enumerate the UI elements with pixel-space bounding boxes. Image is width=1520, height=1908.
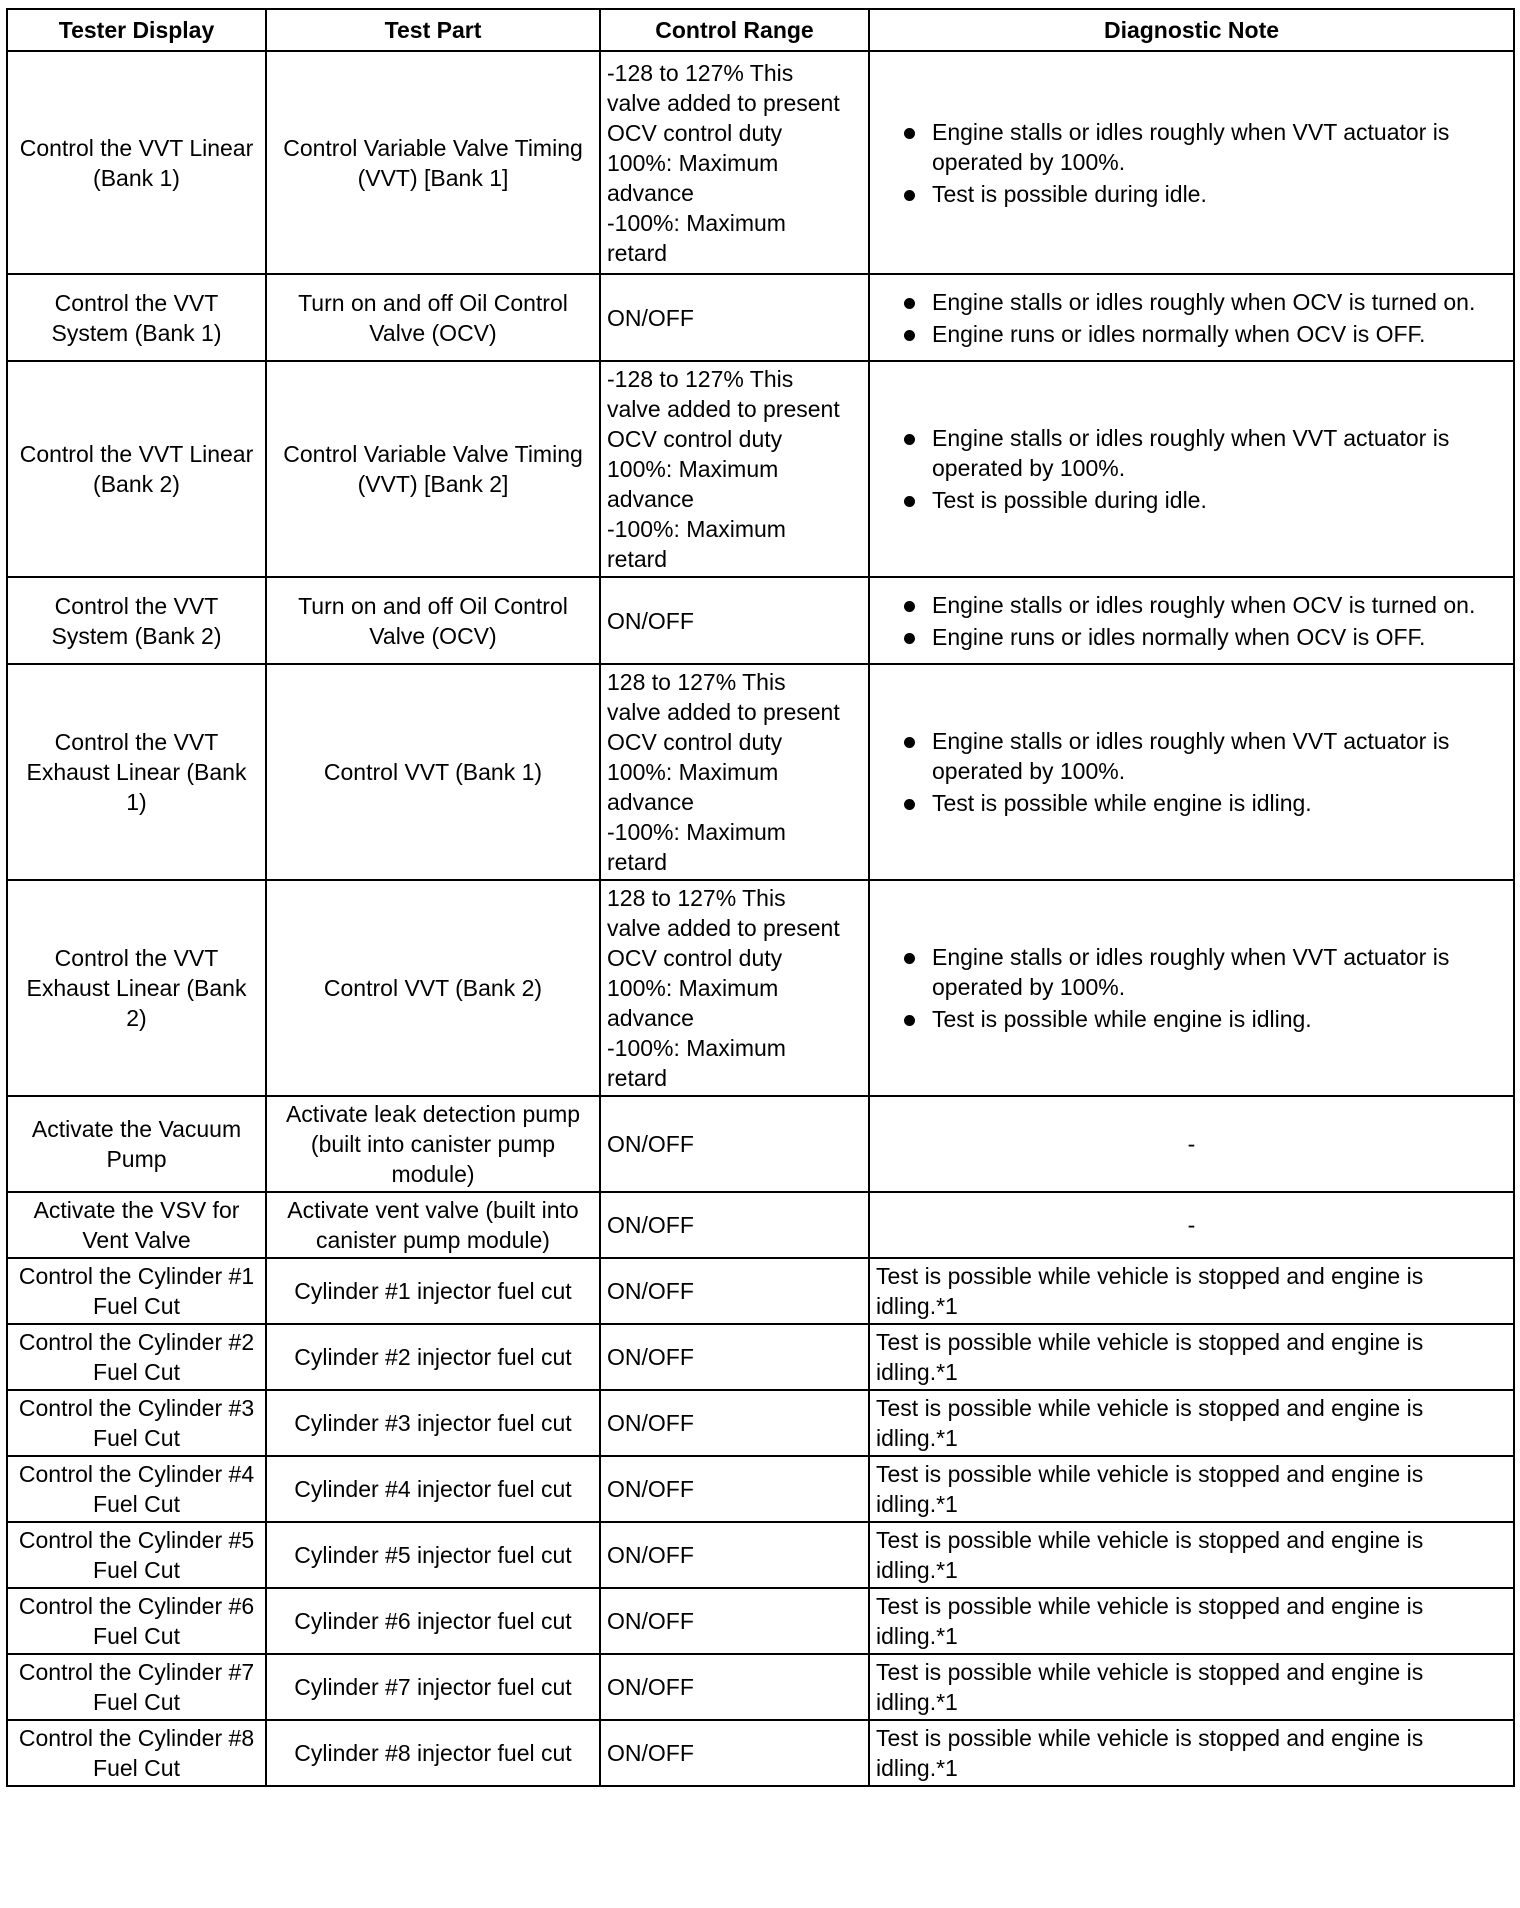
tester-display-cell: Control the Cylinder #4 Fuel Cut <box>7 1456 266 1522</box>
control-range-cell: ON/OFF <box>600 1522 869 1588</box>
bullet-icon <box>904 601 915 612</box>
table-row <box>7 880 1514 1096</box>
diagnostic-note-text: Engine stalls or idles roughly when OCV is turned on. <box>932 591 1476 618</box>
tester-display-cell: Control the VVT System (Bank 2) <box>7 577 266 664</box>
control-range-cell: ON/OFF <box>600 1258 869 1324</box>
diagnostic-note-cell: Test is possible while vehicle is stopped and engine is idling.*1 <box>869 1258 1514 1324</box>
diagnostic-note-cell: Test is possible while vehicle is stopped and engine is idling.*1 <box>869 1522 1514 1588</box>
header-control-range: Control Range <box>600 9 869 51</box>
tester-display-cell: Control the Cylinder #6 Fuel Cut <box>7 1588 266 1654</box>
diagnostic-note-item <box>898 622 1507 652</box>
control-range-cell: ON/OFF <box>600 1390 869 1456</box>
table-row <box>7 1588 1514 1654</box>
table-row <box>7 1522 1514 1588</box>
control-range-cell: ON/OFF <box>600 1720 869 1786</box>
diagnostic-note-cell <box>869 51 1514 274</box>
header-test-part: Test Part <box>266 9 600 51</box>
tester-display-cell: Control the Cylinder #1 Fuel Cut <box>7 1258 266 1324</box>
bullet-icon <box>904 434 915 445</box>
test-part-cell: Cylinder #2 injector fuel cut <box>266 1324 600 1390</box>
test-part-cell: Control VVT (Bank 1) <box>266 664 600 880</box>
diagnostic-note-cell: Test is possible while vehicle is stopped and engine is idling.*1 <box>869 1324 1514 1390</box>
active-test-table <box>6 8 1515 1787</box>
table-row <box>7 1192 1514 1258</box>
control-range-cell: ON/OFF <box>600 274 869 361</box>
diagnostic-note-text: Test is possible while engine is idling. <box>932 1006 1312 1032</box>
diagnostic-note-text: Engine stalls or idles roughly when OCV is turned on. <box>932 288 1476 315</box>
diagnostic-note-item <box>898 1004 1507 1034</box>
diagnostic-note-item <box>898 287 1507 317</box>
diagnostic-note-cell <box>869 664 1514 880</box>
test-part-cell: Cylinder #4 injector fuel cut <box>266 1456 600 1522</box>
tester-display-cell: Control the VVT Exhaust Linear (Bank 2) <box>7 880 266 1096</box>
tester-display-cell: Control the VVT Linear (Bank 2) <box>7 361 266 577</box>
table-row <box>7 1720 1514 1786</box>
diagnostic-note-item <box>898 942 1507 1002</box>
diagnostic-note-text: Test is possible during idle. <box>932 487 1207 513</box>
bullet-icon <box>904 633 915 644</box>
diagnostic-note-item <box>898 788 1507 818</box>
diagnostic-note-cell <box>869 880 1514 1096</box>
diagnostic-note-text: Engine stalls or idles roughly when VVT actuator is operated by 100%. <box>932 944 1450 1000</box>
test-part-cell: Cylinder #5 injector fuel cut <box>266 1522 600 1588</box>
control-range-cell: -128 to 127% This valve added to present OCV control duty 100%: Maximum advance -100%: Maximum retard <box>600 361 869 577</box>
diagnostic-note-list <box>876 726 1507 818</box>
diagnostic-note-cell <box>869 361 1514 577</box>
bullet-icon <box>904 737 915 748</box>
tester-display-cell: Control the Cylinder #2 Fuel Cut <box>7 1324 266 1390</box>
control-range-cell: ON/OFF <box>600 1654 869 1720</box>
diagnostic-note-item <box>898 423 1507 483</box>
diagnostic-note-text: Engine runs or idles normally when OCV is OFF. <box>932 623 1426 650</box>
diagnostic-note-text: Engine runs or idles normally when OCV is OFF. <box>932 320 1426 347</box>
tester-display-cell: Control the VVT Exhaust Linear (Bank 1) <box>7 664 266 880</box>
diagnostic-note-list <box>876 287 1507 349</box>
table-row <box>7 1096 1514 1192</box>
control-range-cell: ON/OFF <box>600 1588 869 1654</box>
bullet-icon <box>904 190 915 201</box>
tester-display-cell: Control the VVT System (Bank 1) <box>7 274 266 361</box>
bullet-icon <box>904 330 915 341</box>
table-row <box>7 577 1514 664</box>
bullet-icon <box>904 298 915 309</box>
test-part-cell: Cylinder #3 injector fuel cut <box>266 1390 600 1456</box>
control-range-cell: ON/OFF <box>600 1456 869 1522</box>
test-part-cell: Cylinder #6 injector fuel cut <box>266 1588 600 1654</box>
diagnostic-note-list <box>876 942 1507 1034</box>
test-part-cell: Cylinder #1 injector fuel cut <box>266 1258 600 1324</box>
table-row <box>7 1456 1514 1522</box>
tester-display-cell: Control the Cylinder #8 Fuel Cut <box>7 1720 266 1786</box>
table-row <box>7 1324 1514 1390</box>
header-tester-display: Tester Display <box>7 9 266 51</box>
test-part-cell: Turn on and off Oil Control Valve (OCV) <box>266 577 600 664</box>
tester-display-cell: Activate the VSV for Vent Valve <box>7 1192 266 1258</box>
bullet-icon <box>904 128 915 139</box>
diagnostic-note-cell: Test is possible while vehicle is stopped and engine is idling.*1 <box>869 1654 1514 1720</box>
test-part-cell: Activate leak detection pump (built into canister pump module) <box>266 1096 600 1192</box>
control-range-cell: -128 to 127% This valve added to present OCV control duty 100%: Maximum advance -100%: Maximum retard <box>600 51 869 274</box>
control-range-cell: 128 to 127% This valve added to present OCV control duty 100%: Maximum advance -100%: Maximum retard <box>600 664 869 880</box>
control-range-cell: ON/OFF <box>600 1096 869 1192</box>
diagnostic-note-cell: Test is possible while vehicle is stopped and engine is idling.*1 <box>869 1720 1514 1786</box>
control-range-cell: ON/OFF <box>600 577 869 664</box>
diagnostic-note-text: Engine stalls or idles roughly when VVT actuator is operated by 100%. <box>932 118 1450 175</box>
tester-display-cell: Control the Cylinder #3 Fuel Cut <box>7 1390 266 1456</box>
header-row <box>7 9 1514 51</box>
diagnostic-note-item <box>898 590 1507 620</box>
tester-display-cell: Control the Cylinder #5 Fuel Cut <box>7 1522 266 1588</box>
bullet-icon <box>904 1015 915 1026</box>
tester-display-cell: Control the Cylinder #7 Fuel Cut <box>7 1654 266 1720</box>
diagnostic-note-text: Test is possible while engine is idling. <box>932 790 1312 816</box>
diagnostic-note-item <box>898 179 1507 209</box>
test-part-cell: Cylinder #7 injector fuel cut <box>266 1654 600 1720</box>
tester-display-cell: Control the VVT Linear (Bank 1) <box>7 51 266 274</box>
diagnostic-note-list <box>876 117 1507 209</box>
table-row <box>7 361 1514 577</box>
diagnostic-note-item <box>898 726 1507 786</box>
diagnostic-note-cell: Test is possible while vehicle is stopped and engine is idling.*1 <box>869 1390 1514 1456</box>
control-range-cell: ON/OFF <box>600 1324 869 1390</box>
test-part-cell: Activate vent valve (built into canister pump module) <box>266 1192 600 1258</box>
diagnostic-note-list <box>876 590 1507 652</box>
diagnostic-note-item <box>898 319 1507 349</box>
header-diagnostic-note: Diagnostic Note <box>869 9 1514 51</box>
table-row <box>7 1258 1514 1324</box>
tester-display-cell: Activate the Vacuum Pump <box>7 1096 266 1192</box>
test-part-cell: Control Variable Valve Timing (VVT) [Bank 2] <box>266 361 600 577</box>
test-part-cell: Turn on and off Oil Control Valve (OCV) <box>266 274 600 361</box>
table-row <box>7 51 1514 274</box>
diagnostic-note-cell <box>869 577 1514 664</box>
table-row <box>7 664 1514 880</box>
test-part-cell: Control Variable Valve Timing (VVT) [Bank 1] <box>266 51 600 274</box>
bullet-icon <box>904 799 915 810</box>
diagnostic-note-text: Engine stalls or idles roughly when VVT actuator is operated by 100%. <box>932 728 1450 784</box>
table-row <box>7 274 1514 361</box>
diagnostic-note-text: Engine stalls or idles roughly when VVT actuator is operated by 100%. <box>932 425 1450 481</box>
diagnostic-note-text: Test is possible during idle. <box>932 180 1207 207</box>
table-row <box>7 1390 1514 1456</box>
test-part-cell: Control VVT (Bank 2) <box>266 880 600 1096</box>
table-row <box>7 1654 1514 1720</box>
control-range-cell: ON/OFF <box>600 1192 869 1258</box>
diagnostic-note-cell: Test is possible while vehicle is stopped and engine is idling.*1 <box>869 1456 1514 1522</box>
test-part-cell: Cylinder #8 injector fuel cut <box>266 1720 600 1786</box>
table-body <box>7 51 1514 1786</box>
bullet-icon <box>904 953 915 964</box>
diagnostic-note-cell: Test is possible while vehicle is stopped and engine is idling.*1 <box>869 1588 1514 1654</box>
diagnostic-note-item <box>898 117 1507 177</box>
diagnostic-note-cell <box>869 274 1514 361</box>
control-range-cell: 128 to 127% This valve added to present OCV control duty 100%: Maximum advance -100%: Maximum retard <box>600 880 869 1096</box>
diagnostic-note-list <box>876 423 1507 515</box>
bullet-icon <box>904 496 915 507</box>
diagnostic-note-cell: - <box>869 1096 1514 1192</box>
diagnostic-note-item <box>898 485 1507 515</box>
diagnostic-note-cell: - <box>869 1192 1514 1258</box>
